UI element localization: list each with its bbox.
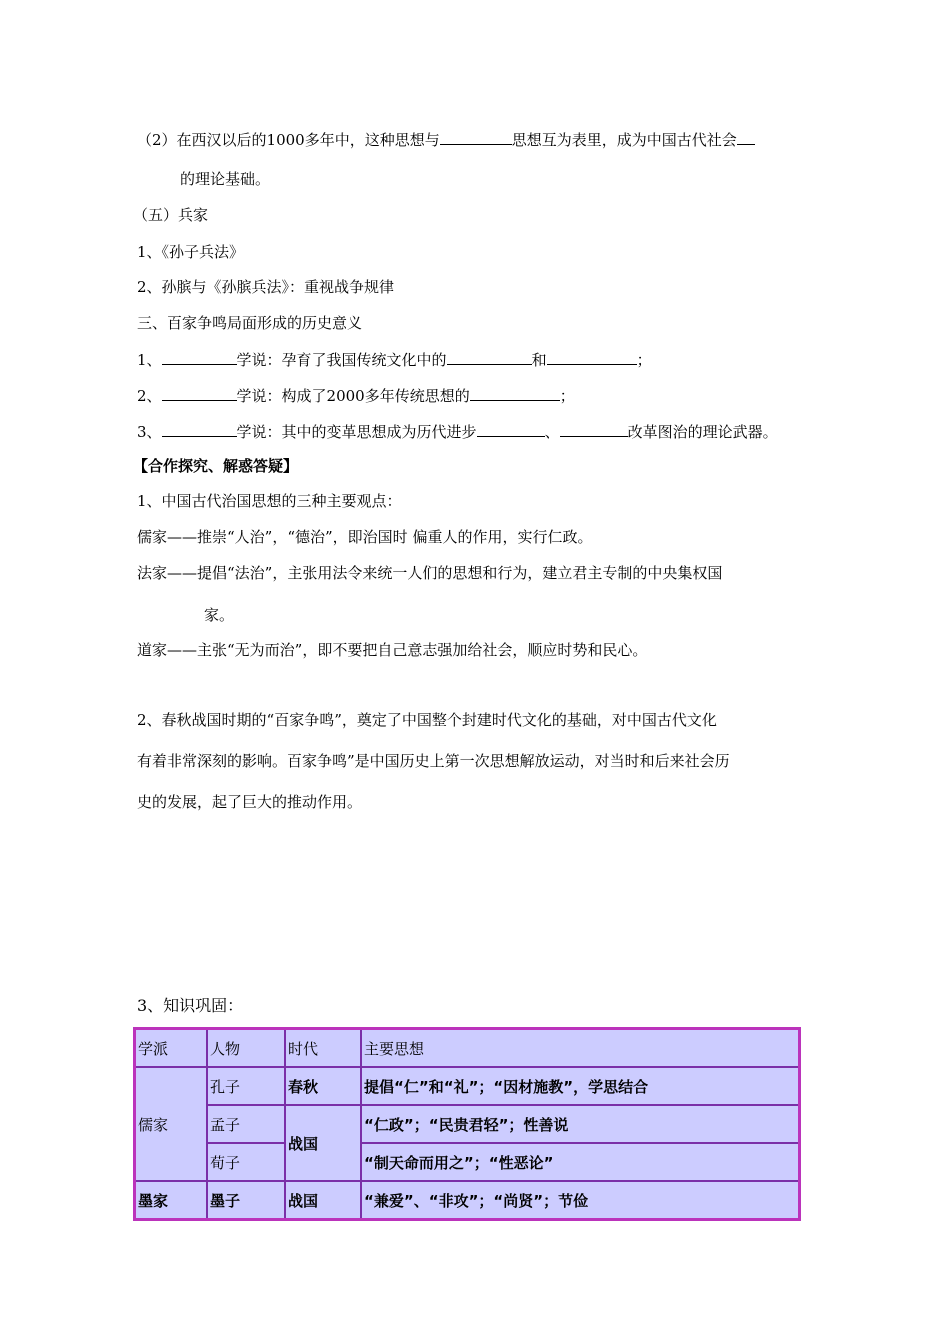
table-row bbox=[135, 1143, 800, 1181]
cell-person-mozi: 墨子 bbox=[207, 1181, 285, 1220]
cell-idea-kongzi: 提倡“仁”和“礼”；“因材施教”，学思结合 bbox=[361, 1067, 800, 1105]
table-row bbox=[135, 1067, 800, 1105]
cell-era-chunqiu: 春秋 bbox=[285, 1067, 361, 1105]
text-line-sunbin: 2、孙膑与《孙膑兵法》：重视战争规律 bbox=[137, 278, 395, 296]
text-line-significance-2: 2、 学说：构成了2000多年传统思想的 ； bbox=[137, 384, 575, 406]
fill-blank[interactable] bbox=[162, 348, 237, 365]
fill-blank[interactable] bbox=[162, 420, 237, 437]
fill-blank[interactable] bbox=[162, 384, 237, 401]
cell-person-xunzi: 荀子 bbox=[207, 1143, 285, 1181]
cell-era-mozi: 战国 bbox=[285, 1181, 361, 1220]
text-line-2: 的理论基础。 bbox=[180, 170, 271, 188]
text-line-significance-3: 3、 学说：其中的变革思想成为历代进步 、 改革图治的理论武器。 bbox=[137, 420, 778, 442]
fill-blank[interactable] bbox=[440, 128, 512, 145]
text-line-sunzi: 1、《孙子兵法》 bbox=[137, 243, 245, 261]
text-line-para2-2: 有着非常深刻的影响。百家争鸣”是中国历史上第一次思想解放运动，对当时和后来社会历 bbox=[137, 752, 730, 770]
fill-blank[interactable] bbox=[560, 420, 628, 437]
table-row bbox=[135, 1105, 800, 1143]
text-line-para2-3: 史的发展，起了巨大的推动作用。 bbox=[137, 793, 363, 811]
header-cell-school: 学派 bbox=[135, 1029, 208, 1068]
cell-school-mojia: 墨家 bbox=[135, 1181, 208, 1220]
text-line-significance-1: 1、 学说：孕育了我国传统文化中的 和 ； bbox=[137, 348, 652, 370]
table-header-row bbox=[135, 1029, 800, 1068]
text-line-three-views: 1、中国古代治国思想的三种主要观点： bbox=[137, 492, 402, 510]
fill-blank[interactable] bbox=[470, 384, 560, 401]
text-line-1: （2）在西汉以后的1000多年中，这种思想与 思想互为表里，成为中国古代社会 bbox=[137, 128, 755, 150]
section-heading-cooperative: 【合作探究、解惑答疑】 bbox=[133, 457, 299, 475]
text-line-rujia: 儒家——推崇“人治”，“德治”，即治国时 偏重人的作用，实行仁政。 bbox=[137, 528, 593, 546]
text-line-daojia: 道家——主张“无为而治”，即不要把自己意志强加给社会，顺应时势和民心。 bbox=[137, 641, 648, 659]
header-cell-person: 人物 bbox=[207, 1029, 285, 1068]
cell-school-rujia: 儒家 bbox=[135, 1067, 208, 1181]
section-heading-bingjia: （五）兵家 bbox=[133, 206, 209, 224]
table-row bbox=[135, 1181, 800, 1220]
text-line-fajia-cont: 家。 bbox=[204, 606, 235, 624]
cell-person-kongzi: 孔子 bbox=[207, 1067, 285, 1105]
cell-idea-mengzi: “仁政”；“民贵君轻”；性善说 bbox=[361, 1105, 800, 1143]
knowledge-table bbox=[133, 1027, 801, 1221]
text-line-para2-1: 2、春秋战国时期的“百家争鸣”，奠定了中国整个封建时代文化的基础，对中国古代文化 bbox=[137, 711, 717, 729]
fill-blank[interactable] bbox=[477, 420, 545, 437]
header-cell-era: 时代 bbox=[285, 1029, 361, 1068]
cell-idea-mozi: “兼爱”、“非攻”；“尚贤”；节俭 bbox=[361, 1181, 800, 1220]
fill-blank[interactable] bbox=[547, 348, 637, 365]
cell-era-zhanguo: 战国 bbox=[285, 1105, 361, 1181]
text-line-fajia: 法家——提倡“法治”，主张用法令来统一人们的思想和行为，建立君主专制的中央集权国 bbox=[137, 564, 723, 582]
header-cell-idea: 主要思想 bbox=[361, 1029, 800, 1068]
section-heading-3: 三、百家争鸣局面形成的历史意义 bbox=[137, 314, 363, 332]
fill-blank[interactable] bbox=[447, 348, 532, 365]
fill-blank[interactable] bbox=[737, 128, 755, 145]
cell-person-mengzi: 孟子 bbox=[207, 1105, 285, 1143]
section-heading-knowledge: 3、知识巩固： bbox=[137, 996, 244, 1015]
cell-idea-xunzi: “制天命而用之”；“性恶论” bbox=[361, 1143, 800, 1181]
